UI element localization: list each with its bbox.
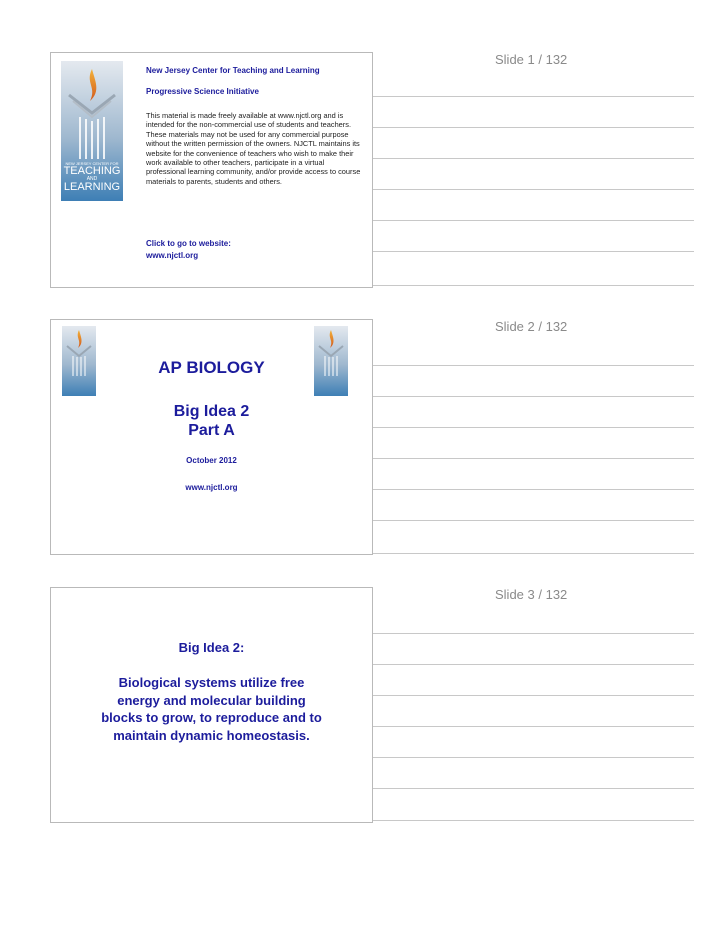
- slide-3-statement: [51, 674, 372, 744]
- statement-line: maintain dynamic homeostasis.: [113, 727, 310, 743]
- statement-line: Biological systems utilize free: [118, 675, 305, 690]
- note-line: [373, 633, 694, 634]
- slide-3-number: Slide 3 / 132: [495, 587, 568, 602]
- slide-1-body: This material is made freely available at www.njctl.org and is intended for the non-commercial use of students and teachers. These materials may not be used for any commercial purpose without the written permission of the owners. NJCTL maintains its website for the convenience of teachers who wish to make their work available to other teachers, participate in a virtual professional learning community, and/or provide access to course materials to parents, students and others.: [146, 111, 361, 186]
- note-line: [373, 127, 694, 128]
- note-line: [373, 695, 694, 696]
- note-line: [373, 427, 694, 428]
- note-line: [373, 489, 694, 490]
- note-line: [373, 396, 694, 397]
- slide-1: [50, 52, 373, 288]
- logo-line1: NEW JERSEY CENTER FOR: [65, 161, 119, 166]
- note-line: [373, 220, 694, 221]
- note-line: [373, 251, 694, 252]
- note-line: [373, 726, 694, 727]
- note-line: [373, 788, 694, 789]
- slide-1-heading: New Jersey Center for Teaching and Learning: [146, 66, 320, 75]
- slide-1-subheading: Progressive Science Initiative: [146, 87, 259, 96]
- slide-3: [50, 587, 373, 823]
- slide-2-date: October 2012: [186, 456, 237, 465]
- note-line: [373, 757, 694, 758]
- slide-3-heading: Big Idea 2:: [178, 640, 245, 655]
- note-line: [373, 820, 694, 821]
- slide-2-url[interactable]: www.njctl.org: [185, 483, 238, 492]
- slide-2: [50, 319, 373, 555]
- slide-1-link-label: Click to go to website:: [146, 239, 231, 248]
- njctl-logo: [61, 61, 123, 201]
- note-line: [373, 553, 694, 554]
- logo-line2: TEACHING: [63, 165, 121, 177]
- note-line: [373, 664, 694, 665]
- slide-1-link-url[interactable]: www.njctl.org: [146, 251, 199, 260]
- note-line: [373, 458, 694, 459]
- slide-2-subtitle-1: Big Idea 2: [173, 403, 250, 420]
- logo-line3: AND: [86, 176, 98, 182]
- logo-line4: LEARNING: [63, 181, 121, 193]
- slide-2-subtitle-2: Part A: [188, 422, 235, 439]
- note-line: [373, 158, 694, 159]
- note-line: [373, 520, 694, 521]
- note-line: [373, 365, 694, 366]
- note-line: [373, 96, 694, 97]
- note-line: [373, 189, 694, 190]
- note-line: [373, 285, 694, 286]
- slide-2-number: Slide 2 / 132: [495, 319, 568, 334]
- slide-2-title: AP BIOLOGY: [158, 358, 265, 377]
- statement-line: energy and molecular building: [117, 692, 306, 708]
- statement-line: blocks to grow, to reproduce and to: [101, 710, 322, 725]
- slide-1-number: Slide 1 / 132: [495, 52, 568, 67]
